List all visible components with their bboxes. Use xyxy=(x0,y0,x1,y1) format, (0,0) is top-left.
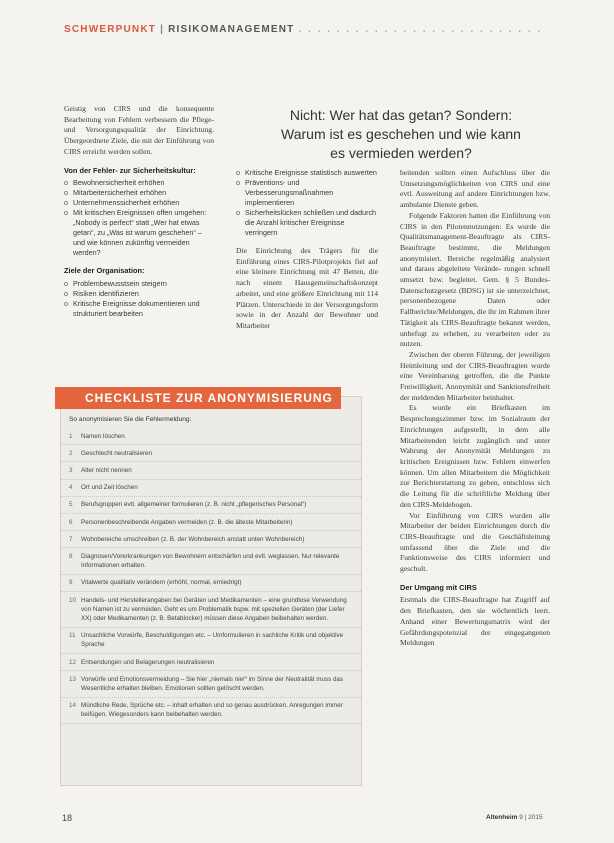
checklist-item-text: Wohnbereiche umschreiben (z. B. der Wohnbereich anstatt unten Wohnbereich) xyxy=(81,535,305,543)
header-separator: | xyxy=(156,24,169,35)
checklist-item xyxy=(61,698,361,724)
checklist-item-text: Ort und Zeit löschen xyxy=(81,484,138,492)
checklist-item-number: 8 xyxy=(69,552,73,560)
list-item: o Kritische Ereignisse dokumentieren und strukturiert bearbeiten xyxy=(64,299,214,319)
checklist-item-number: 6 xyxy=(69,518,73,526)
section-topic: RISIKOMANAGEMENT xyxy=(168,24,295,35)
magazine-name: Altenheim xyxy=(486,814,518,821)
checklist-item xyxy=(61,671,361,697)
checklist-item-text: Diagnosen/Vorerkrankungen von Bewohnern entschärfen und evtl. weglassen. Nur relevante Informationen erhalten. xyxy=(81,552,340,570)
checklist-item xyxy=(61,592,361,628)
list-item: o Kritische Ereignisse statistisch auswerten xyxy=(236,168,378,178)
checklist-item-text: Handels- und Herstellerangaben bei Geräten und Medikamenten – eine grundlose Verwendung von Namen ist zu vermeiden. Geht es um Problematik bspw. mit speziellen Geräten (der Liefer XX) oder Medikamenten (z. B. Betablocker) müssen diese Angaben beibehalten werden. xyxy=(81,596,347,622)
checklist-intro: So anonymisieren Sie die Fehlermeldung: xyxy=(69,416,192,423)
checklist-item-number: 7 xyxy=(69,535,73,543)
checklist-item-text: Mündliche Rede, Sprüche etc. – inhalt erhalten und so genau ausdrücken. Anregungen immer beifügen. Wiegesonders kann beibehalten werden. xyxy=(81,702,343,719)
checklist-items xyxy=(61,428,361,724)
page-number: 18 xyxy=(62,813,73,823)
section-label: SCHWERPUNKT xyxy=(64,24,157,35)
magazine-footer xyxy=(486,814,543,821)
checklist-item-number: 11 xyxy=(69,632,76,640)
list-item: o Problembewusstsein steigern xyxy=(64,279,214,289)
col3-paragraph: Es wurde ein Briefkasten im Besprechungszimmer bzw. im Sozialraum der Einrichtungen aufgestellt, in dem alle Mitarbeitenden leicht zugänglich und unter Wahrung der Anonymität Meldungen zu kritischen Ereignissen bzw. Fehlern einwerfen können. Um allen Mitarbeitern die Möglichkeit zur Berichterstattung zu geben, entschloss sich die Leitung für die schriftliche Meldung über den CIRS-Meldebogen. xyxy=(400,403,550,509)
checklist-item-text: Geschlecht neutralisieren xyxy=(81,449,153,457)
col3-paragraph: Folgende Faktoren hatten die Einführung von CIRS in den Pilotennutzungen: Es wurde die Qualitätsmanagement-Beauftragte als CIRS-Beauftragte bestimmt, die Meldungen anonymisiert. Bereiche regelmäßig analysiert und daraus abgeleitete Verände- rungen schnell umsetzt bzw. begleitet. Gem. § 5 Bundes-Datenschutzgesetz (BDSG) ist sie unterzeichnet, personenbezogene Daten oder Fallberichte/Meldungen, die ihr im Rahmen ihrer Tätigkeit als CIRS-Beauftragte bekannt werden, unbefugt zu erheben, zu verarbeiten oder zu nutzen. xyxy=(400,210,550,349)
checklist-item-number: 1 xyxy=(69,432,73,440)
list-item: o Risiken identifizieren xyxy=(64,289,214,299)
column-1 xyxy=(64,104,214,319)
checklist-title: CHECKLISTE ZUR ANONYMISIERUNG xyxy=(55,387,341,409)
list-item: o Präventions- und Verbesserungsmaßnahmen implementieren xyxy=(236,178,378,208)
checklist-item-text: Berufsgruppen evtl. allgemeiner formulieren (z. B. nicht „pflegerisches Personal“) xyxy=(81,501,307,509)
checklist-item-text: Vitalwerte qualitativ verändern (erhöht, normal, erniedrigt) xyxy=(81,579,242,587)
col1-list-org xyxy=(64,279,214,319)
col3-paragraph: Vor Einführung von CIRS wurden alle Mitarbeiter der beiden Einrichtungen durch die CIRS-Beauftragte und die Geschäftsleitung umfassend über die Ziele und die Funktionsweise des CIRS informiert und geschult. xyxy=(400,510,550,574)
col3-heading-umgang: Der Umgang mit CIRS xyxy=(400,582,477,592)
col1-heading-org: Ziele der Organisation: xyxy=(64,266,145,276)
col3-paragraph: beitenden sollten einen Aufschluss über die Umsetzungsmöglichkeiten von CIRS und eine evtl. Ausweitung auf andere Einrichtungen bzw. ambulante Dienste geben. xyxy=(400,168,550,210)
checklist-item-text: Entsendungen und Belagerungen neutralisieren xyxy=(81,658,215,666)
checklist-item-number: 5 xyxy=(69,501,73,509)
checklist-item-text: Personenbeschreibende Angaben vermeiden (z. B. die älteste Mitarbeiterin) xyxy=(81,518,293,526)
checklist-item xyxy=(61,575,361,592)
checklist-item xyxy=(61,654,361,671)
checklist-item xyxy=(61,514,361,531)
checklist-item-text: Vorwürfe und Emotionsvermeidung – Sie hier „niemals nie!“ im Sinne der Neutralität muss das Wesentliche erhalten bleiben. Emotionen sollten gelöscht werden. xyxy=(81,675,344,692)
checklist-item-number: 4 xyxy=(69,484,73,492)
checklist-item-text: Alter nicht nennen xyxy=(81,466,132,474)
list-item: o Unternehmenssicherheit erhöhen xyxy=(64,198,214,208)
checklist-item xyxy=(61,497,361,514)
col1-heading-fehler: Von der Fehler- zur Sicherheitskultur: xyxy=(64,165,196,175)
column-3 xyxy=(400,168,550,649)
checklist-item xyxy=(61,428,361,445)
section-header xyxy=(64,24,542,35)
list-item: o Sicherheitslücken schließen und dadurch die Anzahl kritischer Ereignisse verringern xyxy=(236,208,378,238)
checklist-item-number: 13 xyxy=(69,675,77,683)
checklist-item-number: 9 xyxy=(69,579,73,587)
pull-quote-headline: Nicht: Wer hat das getan? Sondern: Warum ist es geschehen und wie kann es vermieden werden? xyxy=(281,107,521,161)
header-dots: . . . . . . . . . . . . . . . . . . . . . . . . . . xyxy=(298,24,543,35)
issue-number: 9 | 2015 xyxy=(519,814,543,821)
checklist-item-number: 3 xyxy=(69,466,73,474)
checklist-item xyxy=(61,462,361,479)
list-item: o Mit kritischen Ereignissen offen umgehen: „Nobody is perfect“ statt „Wer hat etwas getan“, zu „Was ist warum geschehen“ – und wie können zukünftig vermeiden werden? xyxy=(64,208,214,258)
col2-list xyxy=(236,168,378,238)
checklist-item xyxy=(61,548,361,574)
checklist-item-text: Unsachliche Vorwürfe, Beschuldigungen etc. – Umformulieren in sachliche Kritik und objektive Sprache xyxy=(81,632,344,649)
col1-list-fehler xyxy=(64,178,214,258)
checklist-item-number: 12 xyxy=(69,658,77,666)
column-2 xyxy=(236,168,378,332)
col3-paragraph: Zwischen der oberen Führung, der jeweiligen Heimleitung und der CIRS-Beauftragten wurde eine Vereinbarung getroffen, die die Punkte Freiwilligkeit, Anonymität und Sanktionsfreiheit der meldenden Mitarbeiter beinhaltet. xyxy=(400,349,550,402)
checklist-item xyxy=(61,480,361,497)
checklist-item-number: 10 xyxy=(69,596,77,604)
col3-paragraph: Erstmals die CIRS-Beauftragte hat Zugriff auf den Briefkasten, den sie wöchentlich leert. Anhand einer Bewertungsmatrix wird der Gefährdungspotenzial der eingegangenen Meldungen xyxy=(400,595,550,648)
checklist-item-number: 2 xyxy=(69,449,73,457)
col2-paragraph: Die Einrichtung des Trägers für die Einführung eines CIRS-Pilotprojekts fiel auf eine kleinere Einrichtung mit 47 Betten, die nach einem Hausgemeinschaftskonzept arbeitet, und eine größere Einrichtung mit 114 Plätzen. Unterschiede in der Versorgungsform sowie in der Anzahl der Bewohner und Mitarbeiter xyxy=(236,246,378,330)
checklist-item xyxy=(61,531,361,548)
checklist-item xyxy=(61,628,361,654)
list-item: o Bewohnersicherheit erhöhen xyxy=(64,178,214,188)
checklist-box xyxy=(60,391,362,786)
checklist-item-text: Namen löschen xyxy=(81,432,125,440)
checklist-item xyxy=(61,445,361,462)
list-item: o Mitarbeitersicherheit erhöhen xyxy=(64,188,214,198)
checklist-item-number: 14 xyxy=(69,702,77,710)
col1-intro: Geistig von CIRS und die konsequente Bearbeitung von Fehlern verbessern die Pflege- und Versorgungsqualität der Einrichtung. Übergeordnete Ziele, die mit der Einführung von CIRS erreicht werden sollen. xyxy=(64,104,214,156)
